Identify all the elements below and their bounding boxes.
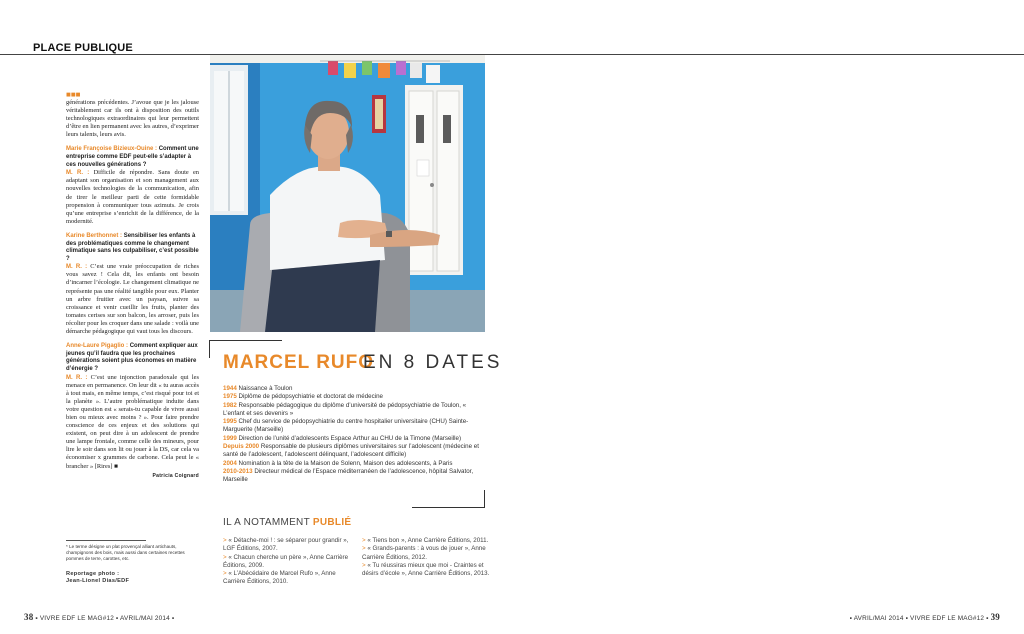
answer-text: C’est une vraie préoccupation de riches vous savez ! Cela dit, les enfants ont besoin d’incarner l’écologie. Le changement climatique ne représente pas une réalité tangible pour eux. Planter un arbre fruitier avec un paysan, suivre sa croissance et venir cueillir les fruits, planter des tomates cerises sur son balcon, les arroser, puis les récolter pour les croquer dans une salade : voilà une démarche pédagogique qui vaut tous les discours.: [66, 263, 199, 336]
answer-tag: M. R. :: [66, 170, 90, 177]
timeline-year: 1995: [223, 418, 237, 426]
publication-marker: >: [223, 537, 227, 544]
publication-text: « Tiens bon », Anne Carrière Éditions, 2011.: [367, 537, 489, 544]
credit-label: Reportage photo :: [66, 571, 120, 577]
timeline-year: 1982: [223, 401, 237, 409]
timeline-list: [223, 385, 483, 485]
question: [66, 146, 199, 169]
questioner-name: Marie Françoise Bizieux-Ouine :: [66, 146, 158, 153]
publication-marker: >: [223, 570, 227, 578]
question-text: Comment une entreprise comme EDF peut-elle s’adapter à ces nouvelles générations ?: [66, 146, 199, 168]
qa-block-3: [66, 343, 199, 471]
footer-right: [850, 612, 1000, 622]
publication-item: [223, 570, 358, 587]
photo-credit: [66, 571, 196, 586]
frame-corner-mark: [484, 490, 485, 508]
timeline-text: Naissance à Toulon: [238, 385, 293, 392]
publication-item: [362, 537, 497, 545]
timeline-entry: [223, 393, 483, 401]
publications-title-plain: IL A NOTAMMENT: [223, 517, 310, 528]
qa-block-1: [66, 146, 199, 225]
timeline-entry: [223, 385, 483, 393]
timeline-entry: [223, 402, 483, 419]
question-text: Comment expliquer aux jeunes qu’il faudra que les prochaines générations soient plus économes en matière d’énergie ?: [66, 343, 198, 372]
section-title: PLACE PUBLIQUE: [33, 42, 133, 54]
page-number-right: 39: [990, 612, 1000, 622]
timeline-title-rest: EN 8 DATES: [363, 352, 503, 373]
answer-tag: M. R. :: [66, 264, 88, 271]
timeline-text: Responsable de plusieurs diplômes universitaires sur l’adolescent (médecine et santé de l’adolescent, l’adolescent délinquant, l’adolescent difficile): [223, 443, 479, 459]
publication-marker: >: [362, 561, 366, 569]
publications-list-left: [223, 537, 358, 587]
publication-item: [223, 554, 358, 571]
page-number-left: 38: [24, 612, 34, 622]
publication-text: « Grands-parents : à vous de jouer », Anne Carrière Éditions, 2012.: [362, 545, 486, 561]
timeline-entry: [223, 468, 483, 485]
publication-text: « Tu réussiras mieux que moi - Craintes et désirs d’école », Anne Carrière Éditions, 2013.: [362, 561, 490, 578]
publication-text: « Détache-moi ! : se séparer pour grandir », LGF Éditions, 2007.: [223, 537, 349, 553]
answer-tag: M. R. :: [66, 374, 88, 381]
questioner-name: Anne-Laure Pigaglio :: [66, 343, 129, 350]
timeline-entry: [223, 443, 483, 460]
publication-item: [223, 537, 358, 554]
footer-left: [24, 612, 174, 622]
publication-marker: >: [362, 537, 366, 544]
publication-item: [362, 562, 497, 579]
question: [66, 233, 199, 263]
timeline-text: Directeur médical de l’Espace méditerranéen de l’adolescence, hôpital Salvator, Marseille: [223, 467, 474, 484]
publication-text: « L’Abécédaire de Marcel Rufo », Anne Carrière Éditions, 2010.: [223, 570, 336, 586]
timeline-year: Depuis 2000: [223, 443, 260, 451]
timeline-year: 2004: [223, 459, 237, 467]
timeline-entry: [223, 418, 483, 435]
frame-corner-mark: [412, 507, 485, 508]
question: [66, 343, 199, 373]
question-text: Sensibiliser les enfants à des problématiques comme le changement climatique sans les culpabiliser, c’est possible ?: [66, 232, 199, 262]
footnote: * Le terme désigne un plat provençal alliant artichauts, champignons des bois, mais aussi dans certaines recettes pommes de terre, carottes, etc.: [66, 544, 185, 561]
portrait-photo: [210, 55, 485, 332]
timeline-title-name: MARCEL RUFO: [223, 352, 375, 373]
timeline-entry: [223, 435, 483, 443]
footer-right-text: ▪ AVRIL/MAI 2014 ▪ VIVRE EDF LE MAG#12 ▪: [849, 615, 989, 622]
timeline-year: 1944: [223, 385, 237, 392]
intro-paragraph: générations précédentes. J’avoue que je les jalouse véritablement car ils ont à disposition des outils technologiques extraordinaires qui leur permettent d’être en lien permanent avec les autres, d’exprimer leurs talents, leurs avis.: [66, 99, 199, 139]
timeline-text: Diplôme de pédopsychiatrie et doctorat de médecine: [238, 393, 383, 401]
answer: [66, 374, 199, 471]
publication-marker: >: [362, 545, 366, 553]
timeline-text: Responsable pédagogique du diplôme d’université de pédopsychiatrie de Toulon, « L’enfant et ses devenirs »: [223, 401, 467, 417]
publications-list-right: [362, 537, 497, 578]
answer: [66, 263, 199, 336]
frame-corner-mark: [209, 340, 282, 341]
timeline-entry: [223, 460, 483, 468]
publication-item: [362, 545, 497, 562]
author-signature: Patricia Coignard: [152, 472, 199, 479]
timeline-year: 1975: [223, 393, 237, 401]
questioner-name: Karine Berthonnet :: [66, 232, 123, 239]
publications-title: [223, 517, 351, 528]
frame-corner-mark: [209, 340, 210, 358]
answer-text: Difficile de répondre. Sans doute en adaptant son organisation et son management aux nouvelles technologies de la communication, afin de tirer le meilleur parti de cette formidable propension à communiquer tous azimuts. Je crois qu’une entreprise s’enrichit de la différence, de la modernité.: [66, 169, 199, 225]
portrait-illustration: [210, 55, 485, 332]
answer-text: C’est une injonction paradoxale qui les menace en permanence. On leur dit « tu auras accès à tout mais, en même temps, c’est risqué pour toi et la planète ». L’autre problématique induite dans votre question est « serais-tu capable de vivre aussi bien ou mieux avec moins ? ». Pour faire prendre conscience de ces enjeux et des solutions qui existent, on peut dire à un adolescent de prendre une lampe frontale, comme celle des mineurs, pour lire le soir dans son lit ou jouer à la DS, car cela va économiser x grammes de carbone. Cela peut le « brancher » [Rires] ■: [66, 373, 199, 470]
interview-column: [66, 92, 199, 480]
timeline-year: 1999: [223, 434, 237, 442]
continuation-mark: ■■■: [66, 90, 81, 99]
timeline-text: Chef du service de pédopsychiatrie du centre hospitalier universitaire (CHU) Sainte-Marguerite (Marseille): [223, 418, 469, 434]
publications-title-highlight: PUBLIÉ: [312, 517, 352, 528]
footer-left-text: ▪ VIVRE EDF LE MAG#12 ▪ AVRIL/MAI 2014 ▪: [35, 615, 175, 622]
publication-text: « Chacun cherche un père », Anne Carrière Éditions, 2009.: [223, 553, 349, 569]
timeline-text: Nomination à la tête de la Maison de Solenn, Maison des adolescents, à Paris: [238, 459, 453, 467]
credit-name: Jean-Lionel Dias/EDF: [66, 578, 130, 585]
timeline-text: Direction de l’unité d’adolescents Espace Arthur au CHU de la Timone (Marseille): [238, 434, 462, 442]
qa-block-2: [66, 233, 199, 336]
publication-marker: >: [223, 553, 227, 561]
header-rule: [0, 54, 1024, 55]
answer: [66, 169, 199, 226]
footnote-rule: [66, 540, 146, 541]
timeline-year: 2010-2013: [223, 467, 253, 475]
